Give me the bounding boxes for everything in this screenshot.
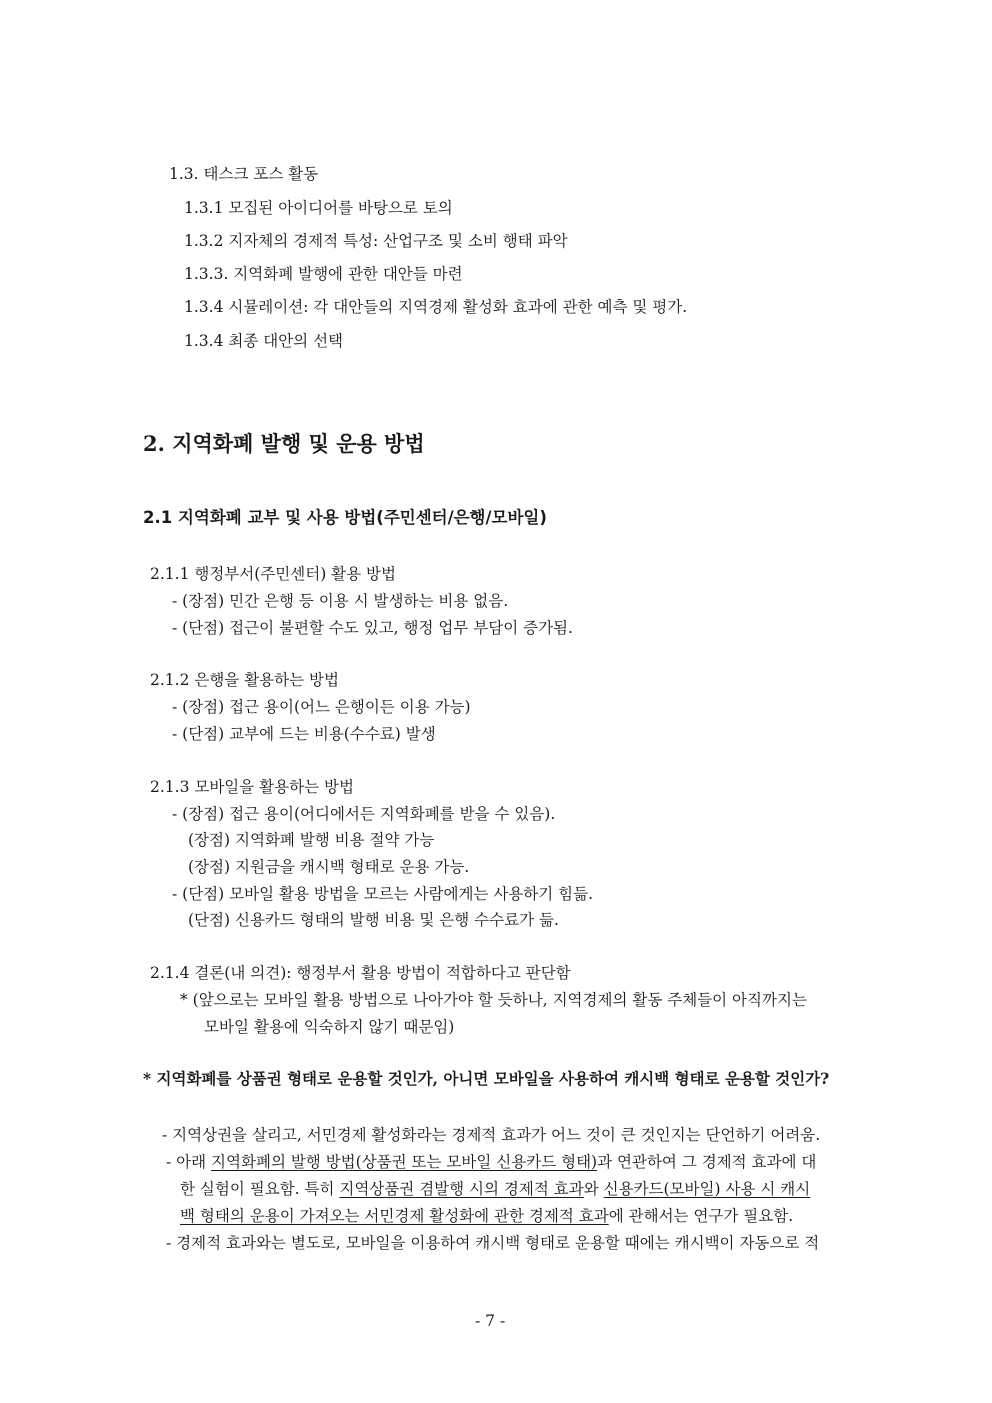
underlined-text: 신용카드(모바일) 사용 시 캐시 <box>603 1180 811 1198</box>
toc-item: 1.3.4 최종 대안의 선택 <box>184 332 344 350</box>
subsubsection-title: 2.1.1 행정부서(주민센터) 활용 방법 <box>150 565 396 583</box>
text-span: 에 관해서는 연구가 필요함. <box>608 1207 794 1225</box>
bullet-line: - 지역상권을 살리고, 서민경제 활성화라는 경제적 효과가 어느 것이 큰 것인지는 단언하기 어려움. <box>162 1126 821 1144</box>
bullet-line: - 경제적 효과와는 별도로, 모바일을 이용하여 캐시백 형태로 운용할 때에는 캐시백이 자동으로 적 <box>166 1234 820 1252</box>
underlined-text: 지역상품권 겸발행 시의 경제적 효과 <box>339 1180 584 1198</box>
list-item: (장점) 지역화폐 발행 비용 절약 가능 <box>188 831 435 849</box>
list-item: - (단점) 접근이 불편할 수도 있고, 행정 업무 부담이 증가됨. <box>172 619 573 637</box>
list-item: (단점) 신용카드 형태의 발행 비용 및 은행 수수료가 듦. <box>188 911 559 929</box>
text-span: - 아래 <box>166 1153 212 1171</box>
subsubsection-title: 2.1.3 모바일을 활용하는 방법 <box>150 778 354 796</box>
subsubsection-title: 2.1.4 결론(내 의견): 행정부서 활용 방법이 적합하다고 판단함 <box>150 964 571 982</box>
toc-item: 1.3.2 지자체의 경제적 특성: 산업구조 및 소비 행태 파악 <box>184 232 568 250</box>
list-item: - (장점) 민간 은행 등 이용 시 발생하는 비용 없음. <box>172 592 509 610</box>
section-title: 2. 지역화폐 발행 및 운용 방법 <box>143 431 425 456</box>
list-item: - (장점) 접근 용이(어느 은행이든 이용 가능) <box>172 698 471 716</box>
page-number: - 7 - <box>475 1312 506 1330</box>
list-item: - (단점) 모바일 활용 방법을 모르는 사람에게는 사용하기 힘듦. <box>172 885 594 903</box>
toc-item: 1.3.4 시뮬레이션: 각 대안들의 지역경제 활성화 효과에 관한 예측 및 평가. <box>184 298 688 316</box>
bullet-line <box>166 1152 816 1172</box>
toc-item: 1.3.3. 지역화폐 발행에 관한 대안들 마련 <box>184 265 463 283</box>
text-span: 와 <box>583 1180 604 1198</box>
note-line: * (앞으로는 모바일 활용 방법으로 나아가야 할 듯하나, 지역경제의 활동 주체들이 아직까지는 <box>180 991 807 1009</box>
text-span: 한 실험이 필요함. 특히 <box>180 1180 340 1198</box>
subsection-title: 2.1 지역화폐 교부 및 사용 방법(주민센터/은행/모바일) <box>143 508 547 527</box>
toc-item: 1.3.1 모집된 아이디어를 바탕으로 토의 <box>184 199 453 217</box>
note-line: 모바일 활용에 익숙하지 않기 때문임) <box>204 1018 455 1036</box>
toc-heading: 1.3. 태스크 포스 활동 <box>169 165 319 183</box>
question-heading: * 지역화폐를 상품권 형태로 운용할 것인가, 아니면 모바일을 사용하여 캐시백 형태로 운용할 것인가? <box>143 1069 830 1088</box>
bullet-line <box>180 1179 810 1199</box>
list-item: - (단점) 교부에 드는 비용(수수료) 발생 <box>172 725 436 743</box>
subsubsection-title: 2.1.2 은행을 활용하는 방법 <box>150 671 339 689</box>
bullet-line <box>180 1206 793 1226</box>
list-item: - (장점) 접근 용이(어디에서든 지역화폐를 받을 수 있음). <box>172 805 556 823</box>
list-item: (장점) 지원금을 캐시백 형태로 운용 가능. <box>188 858 470 876</box>
underlined-text: 백 형태의 운용이 가져오는 서민경제 활성화에 관한 경제적 효과 <box>180 1207 609 1225</box>
underlined-text: 지역화폐의 발행 방법(상품권 또는 모바일 신용카드 형태) <box>211 1153 598 1171</box>
text-span: 과 연관하여 그 경제적 효과에 대 <box>597 1153 817 1171</box>
